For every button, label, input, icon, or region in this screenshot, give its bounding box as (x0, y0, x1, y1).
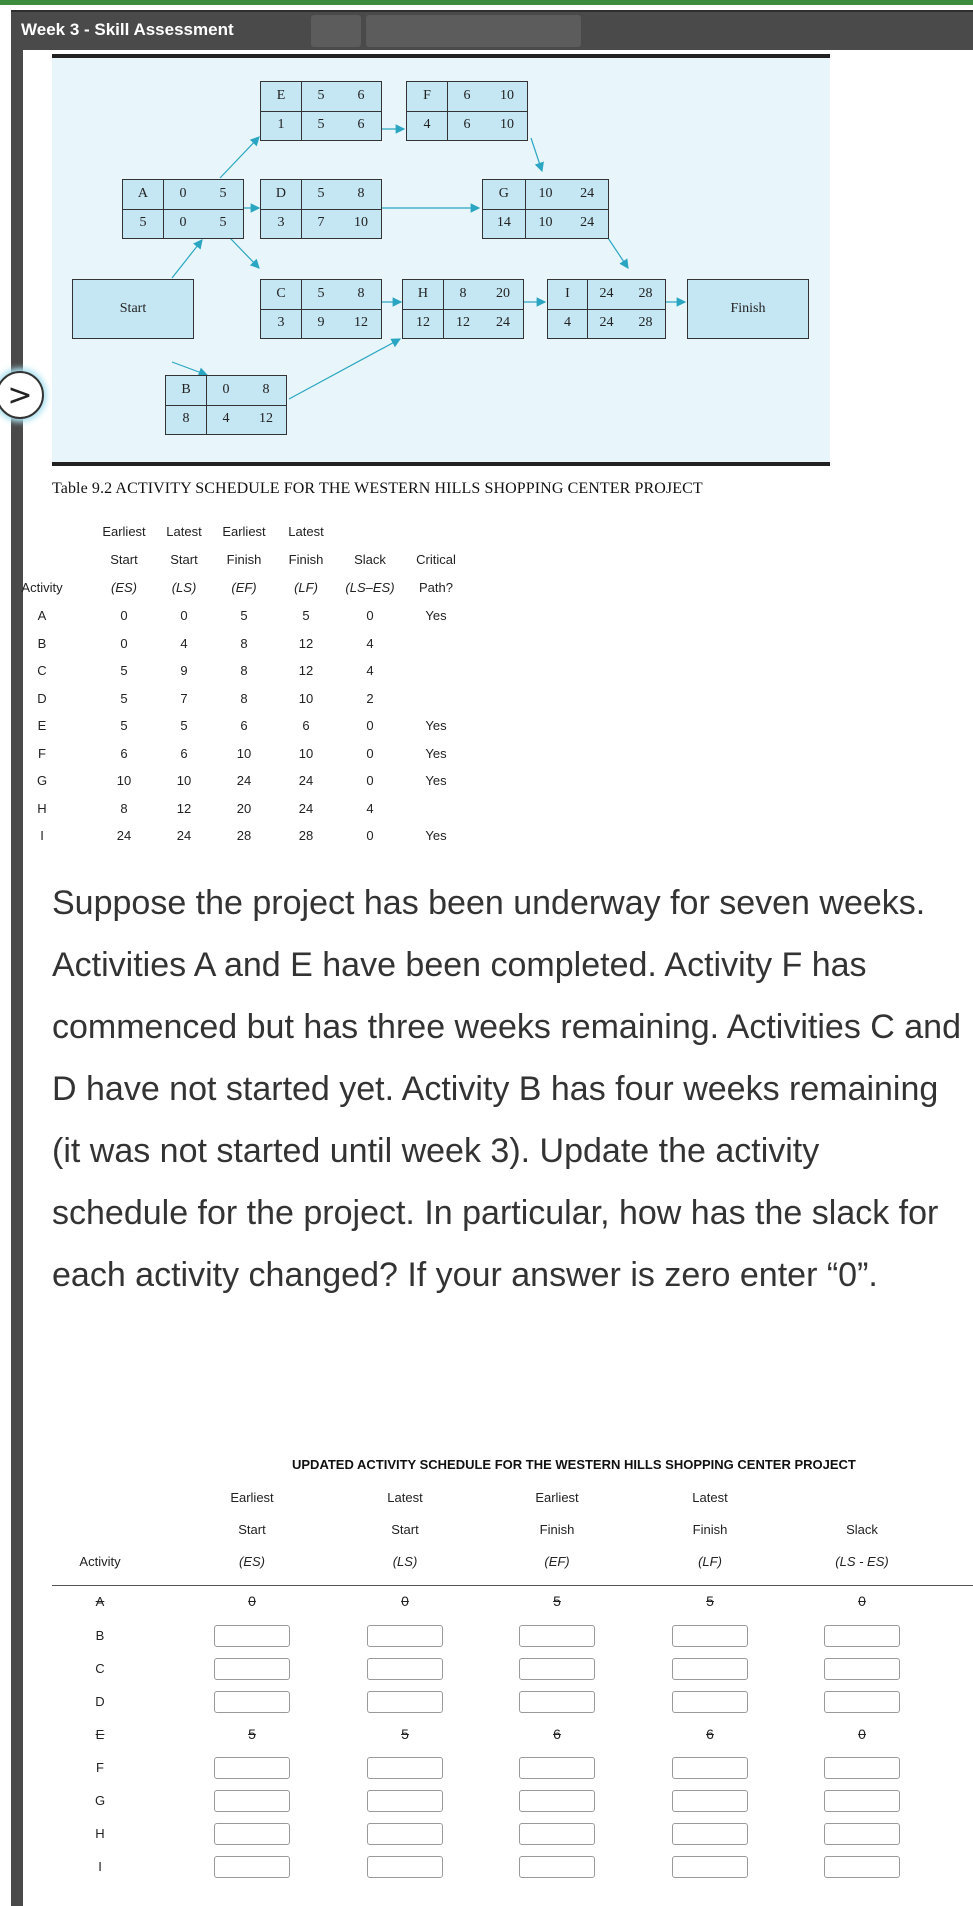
table2-header: Start (238, 1522, 266, 1537)
answer-input-c-es[interactable] (214, 1658, 290, 1680)
table1-cell: 0 (366, 608, 374, 623)
table2-activity: E (95, 1727, 105, 1742)
node-e-cell: 6 (357, 117, 365, 132)
answer-input-f-lf[interactable] (672, 1757, 748, 1779)
table2-activity: G (94, 1793, 106, 1808)
table2-header: Latest (692, 1490, 728, 1505)
answer-input-g-ef[interactable] (519, 1790, 595, 1812)
node-d-cell: 3 (277, 215, 285, 230)
table2-header: Start (391, 1522, 419, 1537)
table2-activity: I (98, 1859, 102, 1874)
table1-cell: 9 (180, 663, 188, 678)
table2-header: (ES) (239, 1554, 265, 1569)
node-c-cell: 8 (357, 286, 365, 301)
node-b (165, 375, 287, 435)
expand-sidebar-button[interactable] (0, 371, 44, 419)
answer-input-f-ef[interactable] (519, 1757, 595, 1779)
node-h-cell: H (417, 286, 429, 301)
table1-header: Critical (416, 552, 456, 567)
node-i-cell: 24 (599, 315, 614, 330)
table1-header: Path? (419, 580, 453, 595)
answer-input-b-ls[interactable] (367, 1625, 443, 1647)
table1-cell: 28 (298, 828, 314, 843)
node-h-cell: 8 (459, 286, 467, 301)
table1-cell: 5 (302, 608, 310, 623)
node-i-cell: 28 (638, 315, 653, 330)
table1-cell: 5 (180, 718, 188, 733)
table1-cell: 0 (366, 718, 374, 733)
problem-line: schedule for the project. In particular, how has the slack for (52, 1194, 939, 1232)
table2-given-value: 5 (553, 1593, 561, 1609)
chevron-right-icon: > (7, 377, 33, 413)
node-g-cell: 24 (580, 215, 595, 230)
table1-cell: 5 (240, 608, 248, 623)
table1-cell: 5 (120, 663, 128, 678)
node-c-cell: 9 (317, 315, 325, 330)
answer-input-i-lf[interactable] (672, 1856, 748, 1878)
answer-input-b-es[interactable] (214, 1625, 290, 1647)
table1-cell: 24 (116, 828, 132, 843)
answer-input-c-ls[interactable] (367, 1658, 443, 1680)
problem-statement (52, 872, 973, 1306)
node-b-cell: B (181, 382, 191, 397)
table2-header: Earliest (535, 1490, 579, 1505)
toolbar-tab[interactable] (311, 15, 361, 47)
answer-input-b-lf[interactable] (672, 1625, 748, 1647)
table2-given-value: 5 (248, 1726, 256, 1742)
problem-line: D have not started yet. Activity B has four weeks remaining (52, 1070, 939, 1108)
node-b-cell: 4 (222, 411, 230, 426)
table1-cell: E (37, 718, 47, 733)
node-e (260, 81, 382, 141)
table1-cell: 5 (120, 690, 128, 706)
node-h-cell: 12 (415, 315, 430, 330)
table1-header: (LS) (171, 580, 197, 595)
table1-header: Start (170, 552, 198, 567)
node-e-cell: 6 (357, 88, 365, 103)
answer-input-c-ef[interactable] (519, 1658, 595, 1680)
node-h-cell: 12 (455, 315, 470, 330)
table1-cell: 4 (180, 635, 188, 651)
table2-activity: D (95, 1694, 105, 1709)
table1-cell: 28 (236, 828, 252, 843)
table2-given-value: 0 (248, 1593, 256, 1609)
table1-cell: 6 (302, 718, 310, 733)
table1-cell: Yes (425, 608, 447, 623)
node-f-cell: 6 (463, 88, 471, 103)
answer-input-i-ef[interactable] (519, 1856, 595, 1878)
node-d-cell: 5 (317, 186, 325, 201)
table1-cell: 6 (120, 745, 128, 761)
node-e-cell: 5 (317, 88, 325, 103)
problem-line: (it was not started until week 3). Update the activity (52, 1132, 820, 1170)
answer-input-h-ls[interactable] (367, 1823, 443, 1845)
table1-cell: 10 (176, 773, 192, 788)
answer-input-d-slack[interactable] (824, 1691, 900, 1713)
table2-header: (LS - ES) (835, 1554, 889, 1569)
arrow-a-e (220, 137, 259, 178)
node-a (122, 179, 244, 239)
table1-cell: C (37, 663, 47, 678)
table1-cell: F (38, 745, 46, 761)
table1-cell: 10 (298, 745, 314, 761)
table2-title: UPDATED ACTIVITY SCHEDULE FOR THE WESTERN HILLS SHOPPING CENTER PROJECT (292, 1457, 856, 1472)
table1-cell: 12 (298, 635, 314, 651)
node-d-cell: D (275, 186, 287, 201)
answer-input-g-ls[interactable] (367, 1790, 443, 1812)
node-g-cell: 10 (538, 186, 553, 201)
table2-given-value: 5 (401, 1726, 409, 1742)
answer-input-h-slack[interactable] (824, 1823, 900, 1845)
table1-cell: 4 (366, 800, 374, 816)
title-bar (11, 10, 973, 50)
table1-cell: 24 (298, 773, 314, 788)
node-f-cell: F (423, 88, 431, 103)
start-label: Start (119, 301, 147, 316)
node-g-cell: 24 (580, 186, 595, 201)
answer-input-d-lf[interactable] (672, 1691, 748, 1713)
node-c-cell: 5 (317, 286, 325, 301)
finish-label: Finish (730, 301, 766, 316)
table1-cell: Yes (425, 828, 447, 843)
table1-header: (LS–ES) (345, 580, 395, 595)
table1-cell: 8 (120, 800, 128, 816)
table1-cell: 4 (366, 663, 374, 678)
table1-header: Finish (226, 552, 262, 567)
arrow-f-g (531, 138, 542, 171)
node-i (547, 279, 666, 339)
answer-input-c-lf[interactable] (672, 1658, 748, 1680)
answer-input-g-lf[interactable] (672, 1790, 748, 1812)
table1-cell: B (37, 635, 47, 651)
table2-header: Latest (387, 1490, 423, 1505)
node-a-cell: 0 (179, 215, 187, 230)
node-a-cell: 5 (219, 215, 227, 230)
table2-header: Slack (846, 1522, 878, 1537)
table1-cell: 8 (240, 690, 248, 706)
answer-input-f-es[interactable] (214, 1757, 290, 1779)
table1-cell: 4 (366, 635, 374, 651)
table1-header: Activity (21, 580, 63, 595)
table2-given-value: 6 (706, 1726, 714, 1742)
answer-input-h-es[interactable] (214, 1823, 290, 1845)
table2-given-value: 5 (706, 1593, 714, 1609)
node-e-cell: 5 (317, 117, 325, 132)
answer-input-g-es[interactable] (214, 1790, 290, 1812)
table2-activity: A (95, 1594, 105, 1609)
table1-cell: 10 (236, 745, 252, 761)
table1-cell: 2 (366, 690, 374, 706)
table1-cell: 8 (240, 635, 248, 651)
arrow-start-b (172, 362, 207, 375)
table1-cell: 0 (366, 745, 374, 761)
table1-cell: 24 (236, 773, 252, 788)
answer-input-d-ls[interactable] (367, 1691, 443, 1713)
table1-header: Finish (288, 552, 324, 567)
node-f-cell: 10 (499, 117, 514, 132)
table1-header: Slack (354, 552, 386, 567)
table1-cell: 7 (180, 690, 188, 706)
table1-cell: 24 (298, 800, 314, 816)
table1-header: Earliest (102, 524, 146, 539)
finish-node (687, 279, 809, 339)
node-g-cell: G (498, 186, 509, 201)
table1-header: Earliest (222, 524, 266, 539)
table1-cell: 0 (180, 608, 188, 623)
problem-line: Suppose the project has been underway for seven weeks. (52, 884, 926, 922)
answer-input-h-ef[interactable] (519, 1823, 595, 1845)
node-d-cell: 8 (357, 186, 365, 201)
table1-header: (EF) (231, 580, 257, 595)
answer-input-i-es[interactable] (214, 1856, 290, 1878)
node-d (260, 179, 382, 239)
table2-header: (LS) (392, 1554, 418, 1569)
node-a-cell: A (137, 186, 149, 201)
table2-header: (LF) (698, 1554, 722, 1569)
arrow-a-c (230, 238, 259, 268)
arrow-g-i (608, 238, 628, 268)
table2-header: (EF) (544, 1554, 570, 1569)
node-f-cell: 4 (423, 117, 431, 132)
table1-cell: 0 (120, 608, 128, 623)
node-c-cell: 12 (353, 315, 368, 330)
node-h-cell: 24 (495, 315, 510, 330)
table2-given-value: 6 (553, 1726, 561, 1742)
table1-header: (ES) (111, 580, 137, 595)
answer-input-f-ls[interactable] (367, 1757, 443, 1779)
toolbar-tab-wide[interactable] (366, 15, 581, 47)
table1-header: Latest (288, 524, 324, 539)
table2-header: Finish (539, 1522, 575, 1537)
table1-cell: I (40, 828, 44, 843)
node-d-cell: 7 (317, 215, 325, 230)
table1-cell: A (37, 608, 47, 623)
table2-given-value: 0 (858, 1593, 866, 1609)
node-h-cell: 20 (495, 286, 510, 301)
table1-cell: 6 (240, 718, 248, 733)
table1-cell: Yes (425, 718, 447, 733)
node-f-cell: 6 (463, 117, 471, 132)
answer-input-f-slack[interactable] (824, 1757, 900, 1779)
answer-input-b-ef[interactable] (519, 1625, 595, 1647)
problem-line: commenced but has three weeks remaining. Activities C and (52, 1008, 962, 1046)
node-e-cell: E (276, 88, 286, 103)
node-b-cell: 8 (262, 382, 270, 397)
table1-cell: Yes (425, 773, 447, 788)
node-a-cell: 5 (219, 186, 227, 201)
node-b-cell: 0 (222, 382, 230, 397)
node-f (406, 81, 528, 141)
table2-activity: H (95, 1826, 105, 1841)
table1-cell: 0 (366, 828, 374, 843)
node-b-cell: 8 (182, 411, 190, 426)
node-g-cell: 14 (496, 215, 511, 230)
table2-header: Finish (692, 1522, 728, 1537)
answer-input-d-es[interactable] (214, 1691, 290, 1713)
network-diagram (52, 54, 830, 466)
table1-cell: 0 (366, 773, 374, 788)
answer-input-i-ls[interactable] (367, 1856, 443, 1878)
node-g-cell: 10 (538, 215, 553, 230)
answer-input-c-slack[interactable] (824, 1658, 900, 1680)
table2-header-rule (52, 1585, 973, 1586)
left-sidebar (11, 48, 23, 1906)
node-f-cell: 10 (499, 88, 514, 103)
table1-cell: 12 (176, 800, 192, 816)
table1-cell: 20 (236, 800, 252, 816)
table1-cell: 8 (240, 663, 248, 678)
table2-header: Earliest (230, 1490, 274, 1505)
node-i-cell: 28 (638, 286, 653, 301)
table1-cell: 6 (180, 745, 188, 761)
table1-cell: 0 (120, 635, 128, 651)
table2-activity: B (95, 1628, 105, 1643)
table1-cell: 10 (298, 690, 314, 706)
table2-given-value: 0 (401, 1593, 409, 1609)
window-title: Week 3 - Skill Assessment (21, 20, 234, 39)
problem-line: Activities A and E have been completed. Activity F has (52, 946, 867, 984)
table2-activity: C (95, 1661, 105, 1676)
node-h (402, 279, 524, 339)
table1-header: Start (110, 552, 138, 567)
table1-caption: Table 9.2 ACTIVITY SCHEDULE FOR THE WESTERN HILLS SHOPPING CENTER PROJECT (52, 480, 703, 497)
table1-cell: Yes (425, 745, 447, 761)
node-i-cell: I (565, 286, 570, 301)
node-a-cell: 0 (179, 186, 187, 201)
table1-cell: 12 (298, 663, 314, 678)
node-e-cell: 1 (277, 117, 285, 132)
answer-input-h-lf[interactable] (672, 1823, 748, 1845)
node-d-cell: 10 (353, 215, 368, 230)
table2-header: Activity (79, 1554, 121, 1569)
node-c-cell: 3 (277, 315, 285, 330)
table1-cell: 24 (176, 828, 192, 843)
start-node (72, 279, 194, 339)
node-b-cell: 12 (258, 411, 273, 426)
table1-cell: H (37, 800, 47, 816)
answer-input-d-ef[interactable] (519, 1691, 595, 1713)
table1-header: Latest (166, 524, 202, 539)
table1-cell: G (36, 773, 48, 788)
node-i-cell: 24 (599, 286, 614, 301)
table1-header: (LF) (294, 580, 318, 595)
table2-activity: F (96, 1760, 104, 1775)
answer-input-b-slack[interactable] (824, 1625, 900, 1647)
problem-line: each activity changed? If your answer is zero enter “0”. (52, 1256, 878, 1294)
node-c-cell: C (276, 286, 286, 301)
table2-given-value: 0 (858, 1726, 866, 1742)
table1-cell: 10 (116, 773, 132, 788)
node-c (260, 279, 382, 339)
answer-input-i-slack[interactable] (824, 1856, 900, 1878)
node-i-cell: 4 (563, 315, 571, 330)
answer-input-g-slack[interactable] (824, 1790, 900, 1812)
arrow-b-h (289, 339, 400, 399)
arrow-start-a (172, 240, 202, 278)
node-g (482, 179, 609, 239)
node-a-cell: 5 (139, 215, 147, 230)
table1-cell: 5 (120, 718, 128, 733)
top-accent-line (0, 0, 973, 5)
table1-cell: D (37, 690, 47, 706)
